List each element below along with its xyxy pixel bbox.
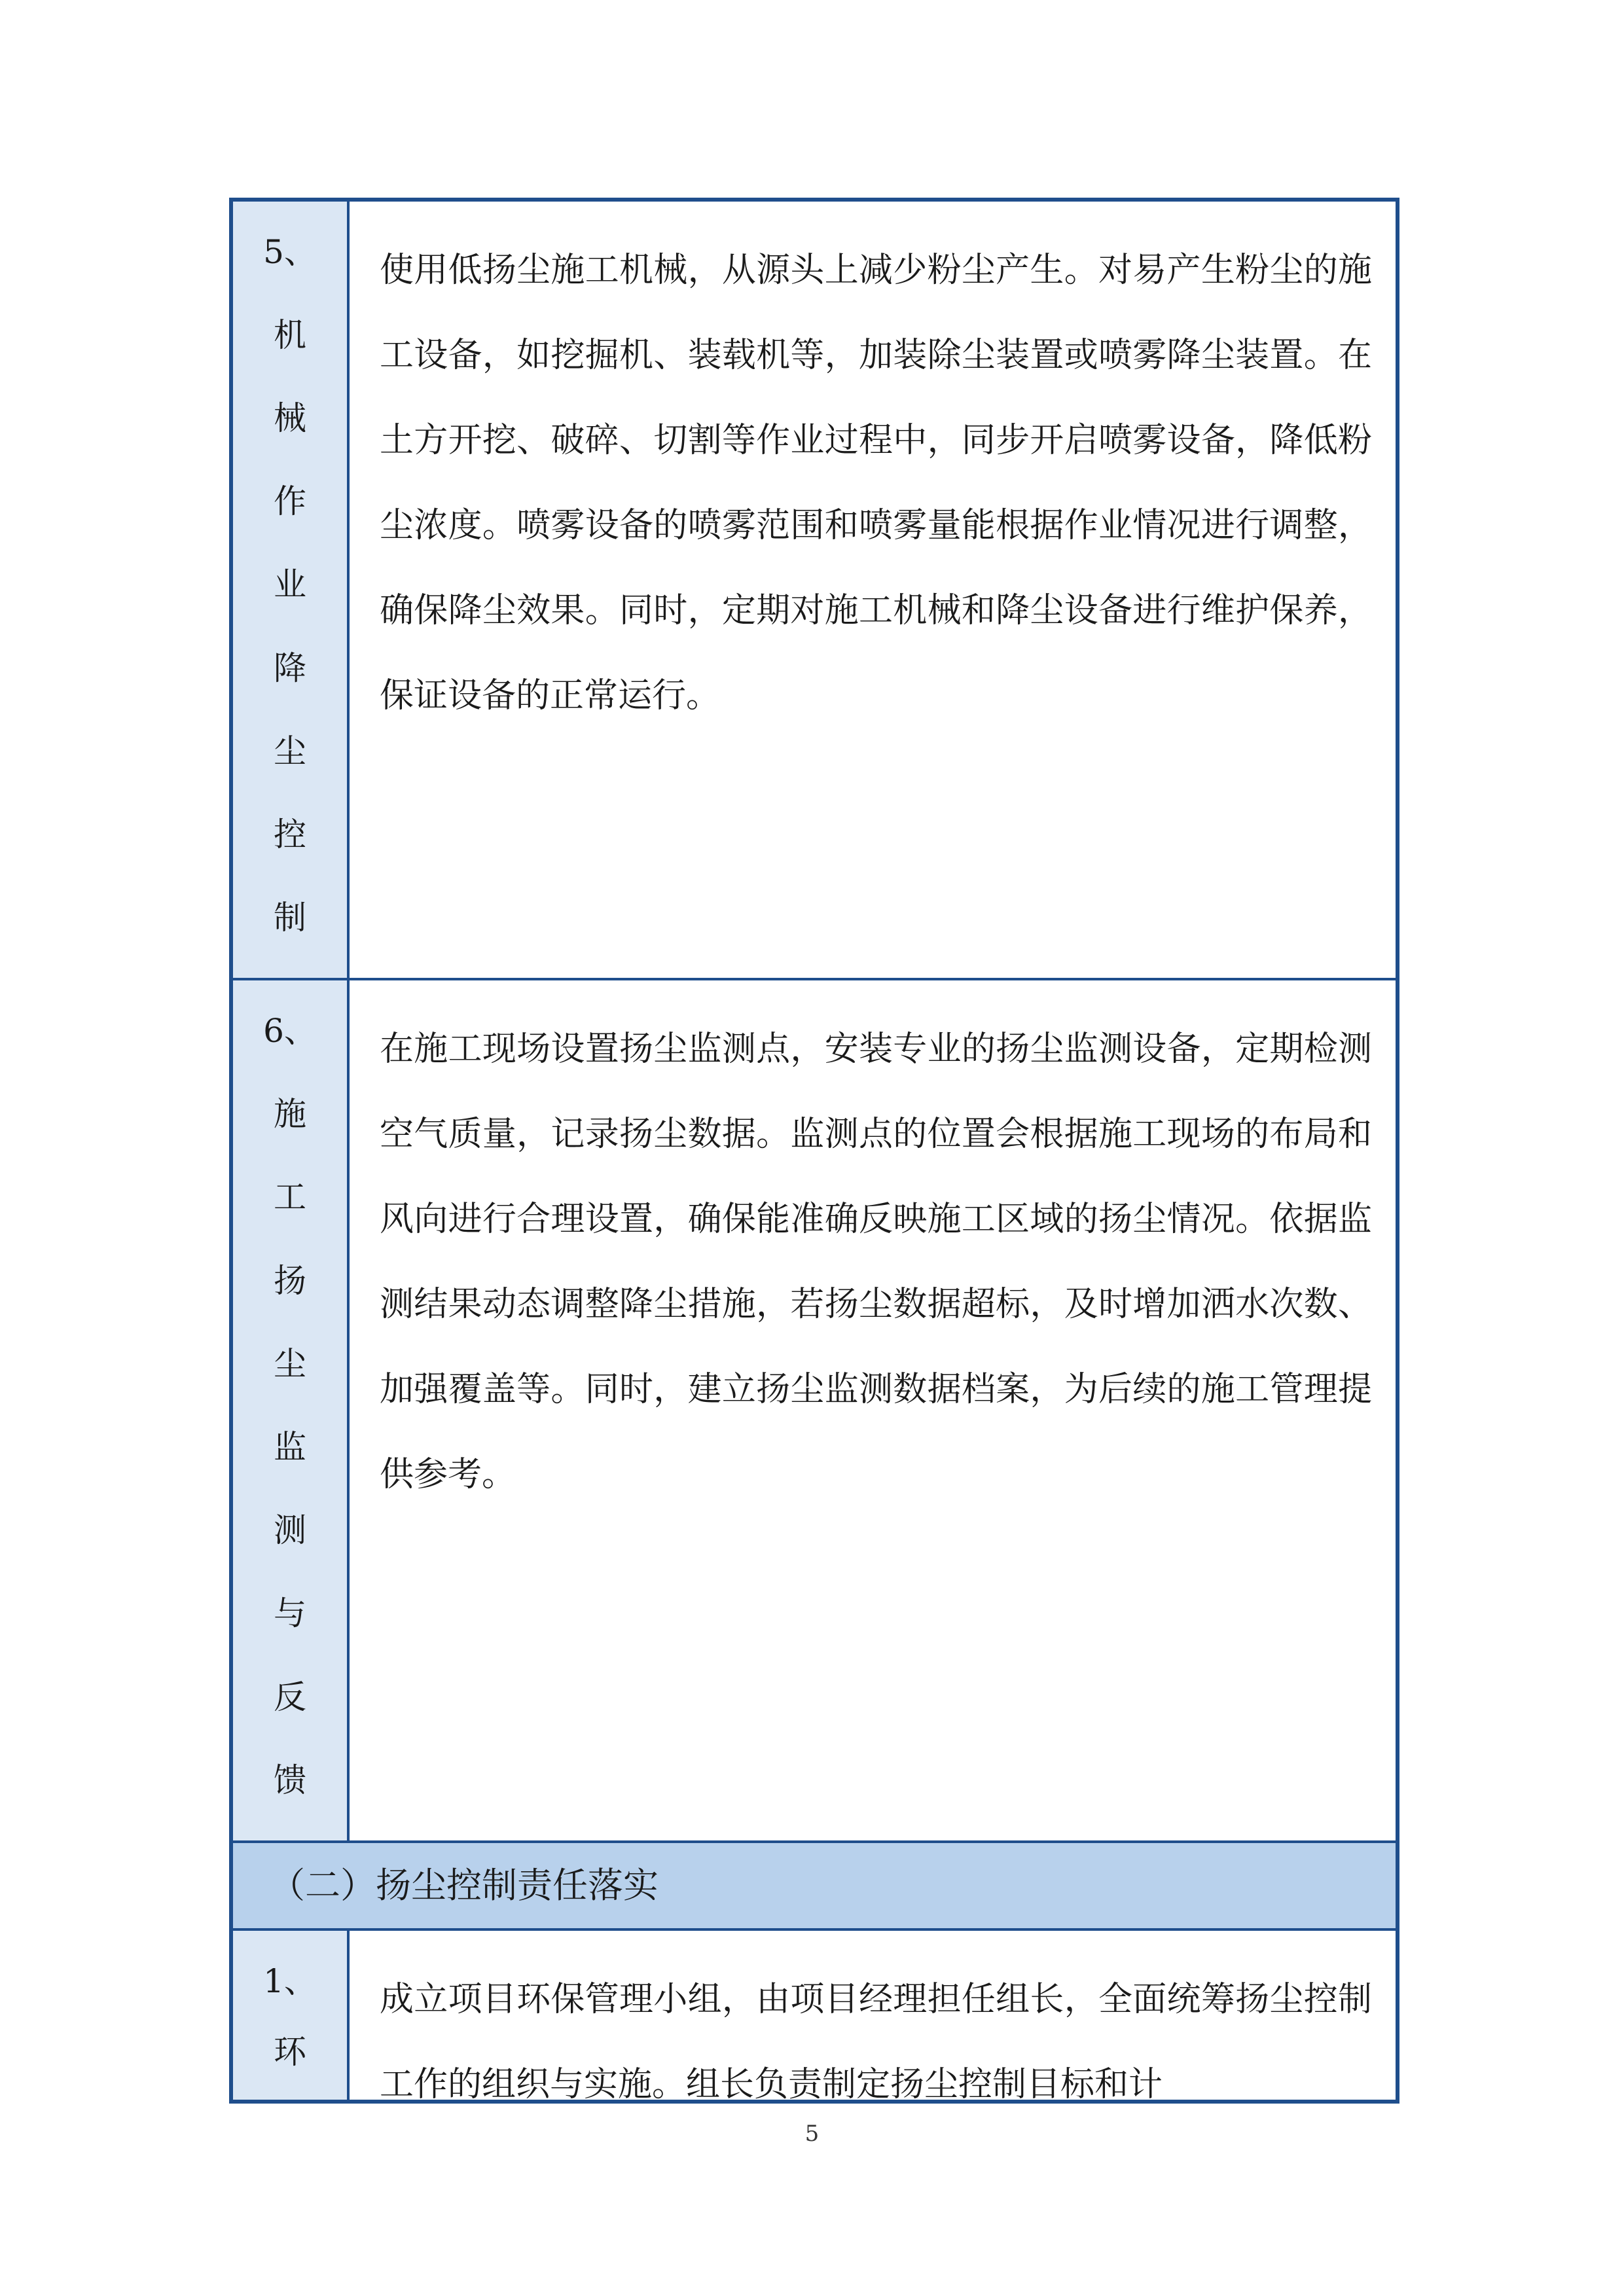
label-char: 与 <box>274 1594 306 1633</box>
measures-table <box>229 198 1399 2104</box>
label-char: 环 <box>274 2033 306 2071</box>
section-header-row <box>233 1840 1396 1928</box>
row-content-1: 成立项目环保管理小组，由项目经理担任组长，全面统筹扬尘控制工作的组织与实施。组长负责制定扬尘控制目标和计 <box>380 1980 1372 2104</box>
label-char: 6、 <box>263 1012 317 1050</box>
label-char: 械 <box>274 399 306 438</box>
label-char: 尘 <box>274 732 306 770</box>
label-char: 制 <box>274 898 306 937</box>
label-char: 尘 <box>274 1344 306 1383</box>
row-label-1 <box>233 1931 350 2100</box>
row-label-6 <box>233 980 350 1840</box>
table-row-dust-monitoring <box>233 978 1396 1840</box>
label-char: 业 <box>274 565 306 604</box>
table-row-env-management-group <box>233 1928 1396 2104</box>
label-char: 5、 <box>263 233 317 271</box>
label-char: 机 <box>274 316 306 355</box>
label-char: 施 <box>274 1095 306 1134</box>
section-title: （二）扬尘控制责任落实 <box>270 1865 659 1906</box>
label-char: 扬 <box>274 1261 306 1300</box>
label-char: 监 <box>274 1428 306 1467</box>
label-char: 工 <box>274 1178 306 1217</box>
label-char: 馈 <box>274 1761 306 1799</box>
label-char: 作 <box>274 482 306 521</box>
row-content-6: 在施工现场设置扬尘监测点，安装专业的扬尘监测设备，定期检测空气质量，记录扬尘数据。监测点的位置会根据施工现场的布局和风向进行合理设置，确保能准确反映施工区域的扬尘情况。依据监测结果动态调整降尘措施，若扬尘数据超标，及时增加洒水次数、加强覆盖等。同时，建立扬尘监测数据档案，为后续的施工管理提供参考。 <box>380 1030 1372 1494</box>
row-label-5 <box>233 202 350 978</box>
label-char: 控 <box>274 815 306 853</box>
label-char: 1、 <box>263 1962 317 2000</box>
table-row-machinery-dust-control <box>233 202 1396 978</box>
page-number: 5 <box>804 2121 820 2147</box>
label-char: 反 <box>274 1677 306 1716</box>
label-char: 降 <box>274 649 306 687</box>
label-char: 测 <box>274 1511 306 1550</box>
row-content-5: 使用低扬尘施工机械，从源头上减少粉尘产生。对易产生粉尘的施工设备，如挖掘机、装载机等，加装除尘装置或喷雾降尘装置。在土方开挖、破碎、切割等作业过程中，同步开启喷雾设备，降低粉尘浓度。喷雾设备的喷雾范围和喷雾量能根据作业情况进行调整，确保降尘效果。同时，定期对施工机械和降尘设备进行维护保养，保证设备的正常运行。 <box>380 251 1372 715</box>
